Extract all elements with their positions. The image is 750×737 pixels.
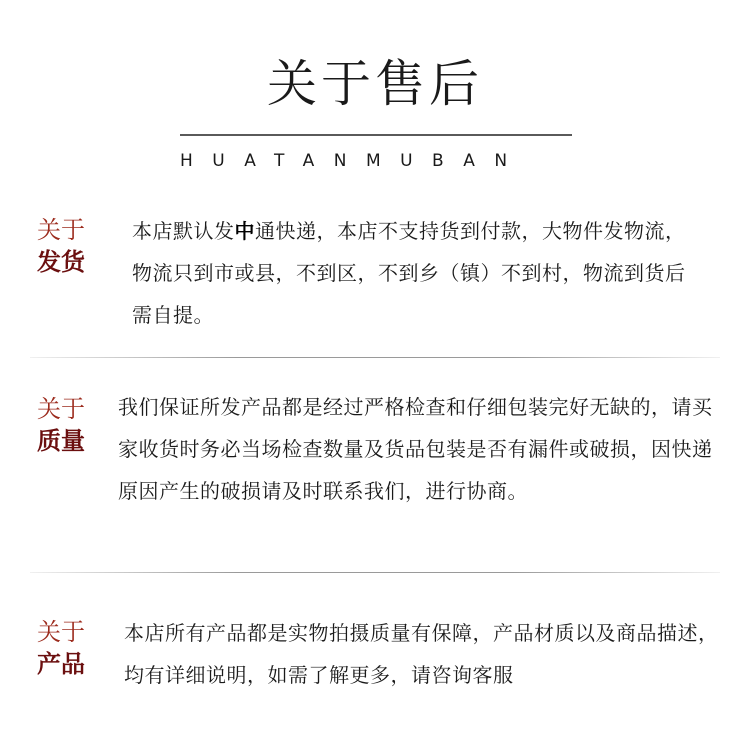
section-divider	[30, 572, 720, 573]
body-text-start: 本店默认发	[132, 219, 235, 243]
body-text-rest: 通快递，本店不支持货到付款，大物件发物流，物流只到市或县，不到区，不到乡（镇）不到村，物流到货后需自提。	[132, 219, 686, 327]
section-body: 我们保证所发产品都是经过严格检查和仔细包装完好无缺的，请买家收货时务必当场检查数量及货品包装是否有漏件或破损，因快递原因产生的破损请及时联系我们，进行协商。	[118, 395, 713, 503]
section-divider	[30, 357, 720, 358]
section-label-topic: 质量	[37, 427, 85, 455]
section-label	[37, 214, 97, 278]
section-label-prefix: 关于	[37, 395, 85, 423]
section-label-topic: 发货	[37, 248, 85, 276]
page-title: 关于售后	[267, 55, 483, 113]
section-label	[37, 393, 97, 457]
section-body: 本店所有产品都是实物拍摄质量有保障，产品材质以及商品描述，均有详细说明，如需了解更多，请咨询客服	[124, 621, 719, 687]
section-label	[37, 616, 97, 680]
section-label-prefix: 关于	[37, 618, 85, 646]
title-underline	[180, 134, 572, 136]
page-subtitle: HUATANMUBAN	[180, 151, 527, 171]
section-label-prefix: 关于	[37, 216, 85, 244]
section-body	[132, 210, 692, 336]
body-text-highlight: 中	[234, 219, 255, 243]
section-label-topic: 产品	[37, 650, 85, 678]
